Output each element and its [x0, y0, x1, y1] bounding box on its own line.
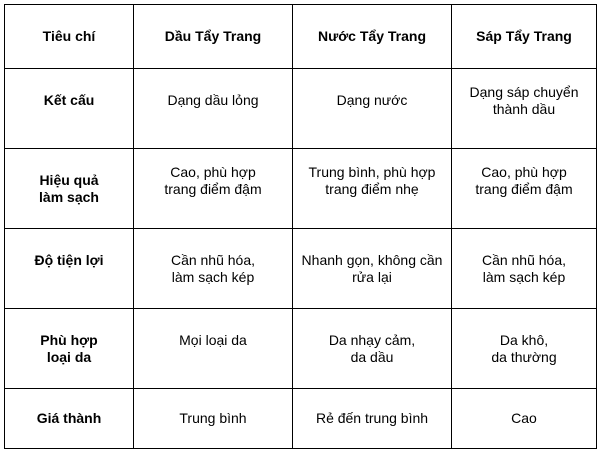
table-row: [5, 69, 597, 149]
header-cleansing-balm: Sáp Tẩy Trang: [452, 5, 597, 69]
table-cell: Cao, phù hợp trang điểm đậm: [452, 149, 597, 229]
row-label-price: Giá thành: [5, 389, 134, 449]
table-row: [5, 309, 597, 389]
header-micellar-water: Nước Tẩy Trang: [293, 5, 452, 69]
table-cell: Dạng nước: [293, 69, 452, 149]
row-label-convenience: Độ tiện lợi: [5, 229, 134, 309]
table-row: [5, 389, 597, 449]
table-cell: Cần nhũ hóa, làm sạch kép: [452, 229, 597, 309]
table-cell: Dạng dầu lỏng: [134, 69, 293, 149]
table-cell: Mọi loại da: [134, 309, 293, 389]
table-cell: Dạng sáp chuyển thành dầu: [452, 69, 597, 149]
table-cell: Nhanh gọn, không cần rửa lại: [293, 229, 452, 309]
row-label-skin-type: Phù hợp loại da: [5, 309, 134, 389]
header-cleansing-oil: Dầu Tẩy Trang: [134, 5, 293, 69]
row-label-cleansing-efficiency: Hiệu quả làm sạch: [5, 149, 134, 229]
table-row: [5, 229, 597, 309]
header-criterion: Tiêu chí: [5, 5, 134, 69]
makeup-remover-comparison-table: [4, 4, 597, 449]
table-cell: Cao, phù hợp trang điểm đậm: [134, 149, 293, 229]
row-label-texture: Kết cấu: [5, 69, 134, 149]
table-header-row: [5, 5, 597, 69]
table-cell: Rẻ đến trung bình: [293, 389, 452, 449]
table-cell: Cần nhũ hóa, làm sạch kép: [134, 229, 293, 309]
table-cell: Trung bình, phù hợp trang điểm nhẹ: [293, 149, 452, 229]
table-cell: Da khô, da thường: [452, 309, 597, 389]
table-cell: Cao: [452, 389, 597, 449]
table-cell: Da nhạy cảm, da dầu: [293, 309, 452, 389]
table-row: [5, 149, 597, 229]
table-cell: Trung bình: [134, 389, 293, 449]
